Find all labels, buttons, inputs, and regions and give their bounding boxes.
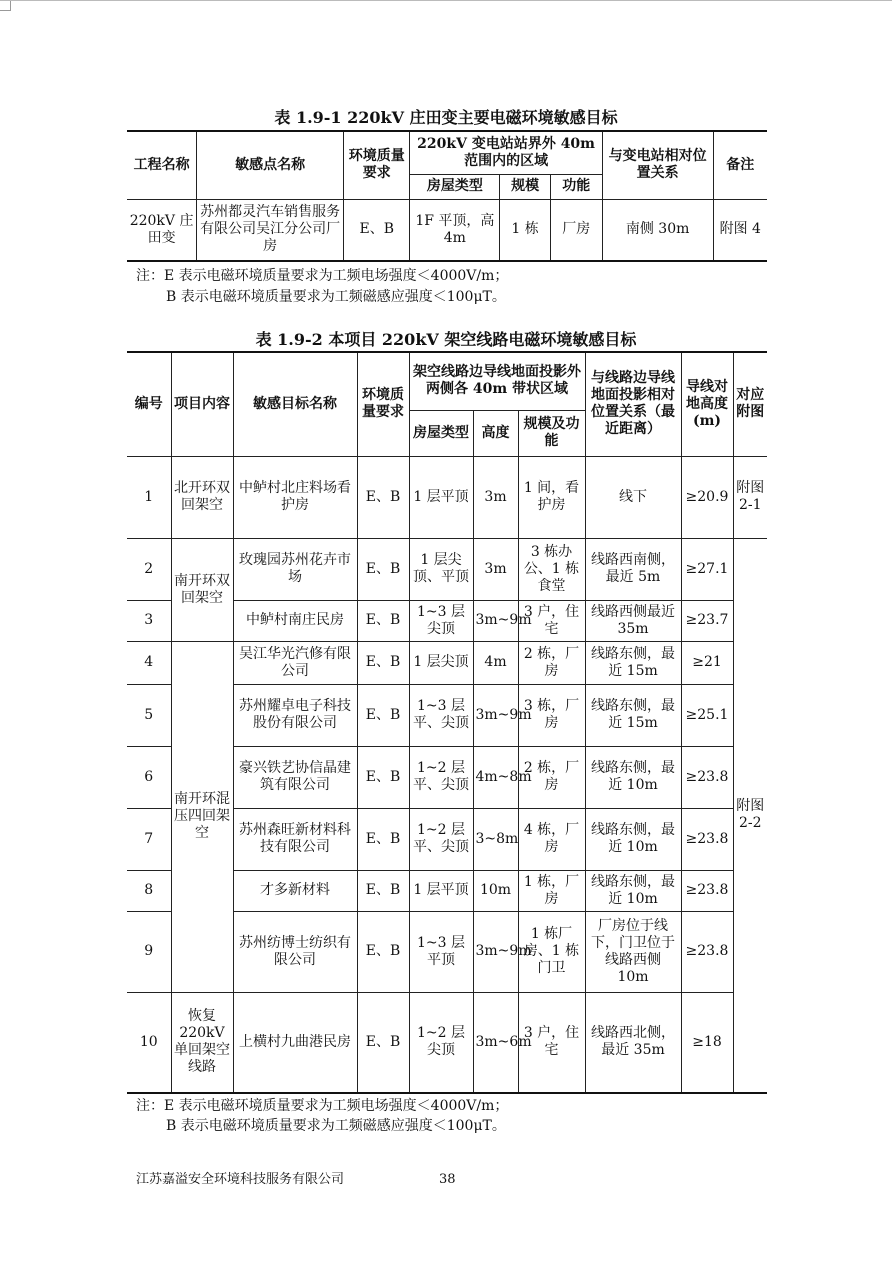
- table2-cell-ground: ≥25.1: [681, 684, 733, 746]
- table2-cell-ground: ≥21: [681, 641, 733, 684]
- page-top-rule: [0, 0, 892, 1]
- table1-cell-name: 苏州都灵汽车销售服务有限公司吴江分公司厂房: [197, 199, 344, 261]
- table2-cell-height: 3m: [473, 456, 518, 538]
- table2-cell-scale: 4 栋，厂房: [518, 808, 585, 870]
- table1-cell-position: 南侧 30m: [602, 199, 713, 261]
- table2-cell-ground: ≥23.8: [681, 808, 733, 870]
- table2-cell-height: 3~8m: [473, 808, 518, 870]
- table2-caption: 表 1.9-2 本项目 220kV 架空线路电磁环境敏感目标: [255, 330, 637, 349]
- table2-cell-house: 1~3 层平、尖顶: [409, 684, 473, 746]
- table2-cell-quality: E、B: [357, 746, 409, 808]
- table1: [127, 130, 767, 262]
- table2-cell-position: 线路西北侧，最近 35m: [585, 992, 681, 1093]
- table1-cell-function: 厂房: [550, 199, 602, 261]
- table2-header-relative-position: 与线路边导线地面投影相对位置关系（最近距离）: [585, 352, 681, 456]
- table2-note-line2: B 表示电磁环境质量要求为工频磁感应强度＜100μT。: [166, 1118, 506, 1134]
- footer-company: 江苏嘉溢安全环境科技服务有限公司: [136, 1172, 345, 1187]
- table2-cell-house: 1 层平顶: [409, 870, 473, 911]
- table1-header-zone-group: 220kV 变电站站界外 40m 范围内的区域: [410, 131, 602, 174]
- table2-header-no: 编号: [127, 352, 171, 456]
- table2-cell-name: 才多新材料: [233, 870, 357, 911]
- table2-cell-name: 中鲈村南庄民房: [233, 600, 357, 641]
- table2-cell-position: 线路东侧，最近 10m: [585, 808, 681, 870]
- table2-cell-no: 10: [127, 992, 171, 1093]
- table2-cell-no: 8: [127, 870, 171, 911]
- table2-cell-quality: E、B: [357, 870, 409, 911]
- table1-note-line2: B 表示电磁环境质量要求为工频磁感应强度＜100μT。: [166, 289, 506, 305]
- table2-cell-project: 南开环混压四回架空: [171, 641, 233, 992]
- table2-cell-name: 苏州纺博士纺织有限公司: [233, 911, 357, 992]
- table2-cell-figure: 附图 2-2: [733, 538, 767, 1093]
- table2-header-zone-group: 架空线路边导线地面投影外两侧各 40m 带状区域: [409, 352, 585, 410]
- table2-cell-house: 1~2 层平、尖顶: [409, 808, 473, 870]
- table1-cell-remark: 附图 4: [713, 199, 767, 261]
- table2-header-figure: 对应附图: [733, 352, 767, 456]
- table1-header-house-type: 房屋类型: [410, 174, 500, 199]
- table2-cell-height: 3m~9m: [473, 684, 518, 746]
- table2-cell-no: 4: [127, 641, 171, 684]
- table1-cell-project: 220kV 庄田变: [127, 199, 197, 261]
- table2-header-quality: 环境质量要求: [357, 352, 409, 456]
- table2-cell-house: 1 层尖顶、平顶: [409, 538, 473, 600]
- table2-header-target: 敏感目标名称: [233, 352, 357, 456]
- footer-page-number: 38: [439, 1172, 456, 1187]
- table2-cell-position: 线路东侧，最近 10m: [585, 870, 681, 911]
- table2-cell-height: 3m~6m: [473, 992, 518, 1093]
- table2-cell-ground: ≥23.8: [681, 911, 733, 992]
- table2-cell-quality: E、B: [357, 684, 409, 746]
- table2-cell-position: 线路东侧，最近 10m: [585, 746, 681, 808]
- table2-cell-name: 苏州耀卓电子科技股份有限公司: [233, 684, 357, 746]
- table2-cell-position: 线路东侧，最近 15m: [585, 684, 681, 746]
- table2-cell-name: 中鲈村北庄料场看护房: [233, 456, 357, 538]
- table2-cell-project: 北开环双回架空: [171, 456, 233, 538]
- table1-header-relative-position: 与变电站相对位置关系: [602, 131, 713, 199]
- table2-cell-height: 4m~8m: [473, 746, 518, 808]
- table2-cell-no: 2: [127, 538, 171, 600]
- table2-header-scale-function: 规模及功能: [518, 410, 585, 456]
- table2-cell-quality: E、B: [357, 808, 409, 870]
- table2-cell-house: 1~3 层平顶: [409, 911, 473, 992]
- table2-header-project: 项目内容: [171, 352, 233, 456]
- table2-cell-ground: ≥23.8: [681, 746, 733, 808]
- table2-cell-name: 苏州森旺新材料科技有限公司: [233, 808, 357, 870]
- table2-cell-quality: E、B: [357, 911, 409, 992]
- table2-cell-no: 7: [127, 808, 171, 870]
- table2-cell-height: 3m~9m: [473, 600, 518, 641]
- table-row: [127, 456, 767, 538]
- table2-cell-position: 线路西南侧，最近 5m: [585, 538, 681, 600]
- table2-cell-scale: 3 户，住宅: [518, 600, 585, 641]
- table1-header-remark: 备注: [713, 131, 767, 199]
- table2-cell-ground: ≥18: [681, 992, 733, 1093]
- table2-header-height: 高度: [473, 410, 518, 456]
- table2-cell-no: 6: [127, 746, 171, 808]
- table2-cell-scale: 3 户，住宅: [518, 992, 585, 1093]
- table2-cell-ground: ≥23.7: [681, 600, 733, 641]
- page-corner-mark: [0, 0, 11, 11]
- table-row: [127, 992, 767, 1093]
- table2-cell-quality: E、B: [357, 456, 409, 538]
- table1-cell-scale: 1 栋: [500, 199, 551, 261]
- table2-cell-position: 厂房位于线下，门卫位于线路西侧 10m: [585, 911, 681, 992]
- table-row: [127, 641, 767, 684]
- table2-cell-height: 10m: [473, 870, 518, 911]
- table2-cell-no: 3: [127, 600, 171, 641]
- table2-cell-project: 南开环双回架空: [171, 538, 233, 641]
- table2-cell-height: 4m: [473, 641, 518, 684]
- table2-note-line1: 注：E 表示电磁环境质量要求为工频电场强度＜4000V/m；: [136, 1098, 509, 1114]
- table2-cell-scale: 1 栋，厂房: [518, 870, 585, 911]
- table1-caption: 表 1.9-1 220kV 庄田变主要电磁环境敏感目标: [274, 108, 618, 127]
- table2-cell-quality: E、B: [357, 641, 409, 684]
- table-row: [127, 538, 767, 600]
- table2-cell-ground: ≥27.1: [681, 538, 733, 600]
- table2-cell-house: 1~2 层尖顶: [409, 992, 473, 1093]
- table1-header-function: 功能: [550, 174, 602, 199]
- table2-cell-scale: 2 栋，厂房: [518, 746, 585, 808]
- table2-cell-height: 3m: [473, 538, 518, 600]
- table2-cell-name: 吴江华光汽修有限公司: [233, 641, 357, 684]
- table2-cell-scale: 2 栋，厂房: [518, 641, 585, 684]
- table2-cell-figure: 附图 2-1: [733, 456, 767, 538]
- table2-cell-quality: E、B: [357, 538, 409, 600]
- table2: [127, 351, 767, 1094]
- table2-cell-quality: E、B: [357, 600, 409, 641]
- table2-cell-scale: 3 栋办公、1 栋食堂: [518, 538, 585, 600]
- table2-cell-scale: 3 栋，厂房: [518, 684, 585, 746]
- table2-cell-scale: 1 间，看护房: [518, 456, 585, 538]
- table2-header-house-type: 房屋类型: [409, 410, 473, 456]
- table1-header-quality: 环境质量要求: [343, 131, 410, 199]
- table1-header-project: 工程名称: [127, 131, 197, 199]
- table2-cell-position: 线路东侧，最近 15m: [585, 641, 681, 684]
- table2-cell-no: 1: [127, 456, 171, 538]
- table1-cell-house-type: 1F 平顶，高 4m: [410, 199, 500, 261]
- table2-cell-ground: ≥20.9: [681, 456, 733, 538]
- table2-cell-scale: 1 栋厂房、1 栋门卫: [518, 911, 585, 992]
- table2-cell-name: 上横村九曲港民房: [233, 992, 357, 1093]
- table2-cell-house: 1~3 层尖顶: [409, 600, 473, 641]
- table1-header-scale: 规模: [500, 174, 551, 199]
- table2-cell-no: 9: [127, 911, 171, 992]
- table1-header-sensitive-point: 敏感点名称: [197, 131, 344, 199]
- table2-cell-name: 玫瑰园苏州花卉市场: [233, 538, 357, 600]
- table2-cell-house: 1~2 层平、尖顶: [409, 746, 473, 808]
- table2-cell-position: 线路西侧最近 35m: [585, 600, 681, 641]
- table2-cell-project: 恢复 220kV 单回架空线路: [171, 992, 233, 1093]
- table2-cell-house: 1 层平顶: [409, 456, 473, 538]
- table2-cell-name: 豪兴铁艺协信晶建筑有限公司: [233, 746, 357, 808]
- table2-header-ground-height: 导线对地高度(m): [681, 352, 733, 456]
- table2-cell-height: 3m~9m: [473, 911, 518, 992]
- table1-note-line1: 注：E 表示电磁环境质量要求为工频电场强度＜4000V/m；: [136, 268, 509, 284]
- table2-cell-no: 5: [127, 684, 171, 746]
- table2-cell-quality: E、B: [357, 992, 409, 1093]
- table2-cell-position: 线下: [585, 456, 681, 538]
- table2-cell-ground: ≥23.8: [681, 870, 733, 911]
- table-row: [127, 199, 767, 261]
- table1-cell-quality: E、B: [343, 199, 410, 261]
- table2-cell-house: 1 层尖顶: [409, 641, 473, 684]
